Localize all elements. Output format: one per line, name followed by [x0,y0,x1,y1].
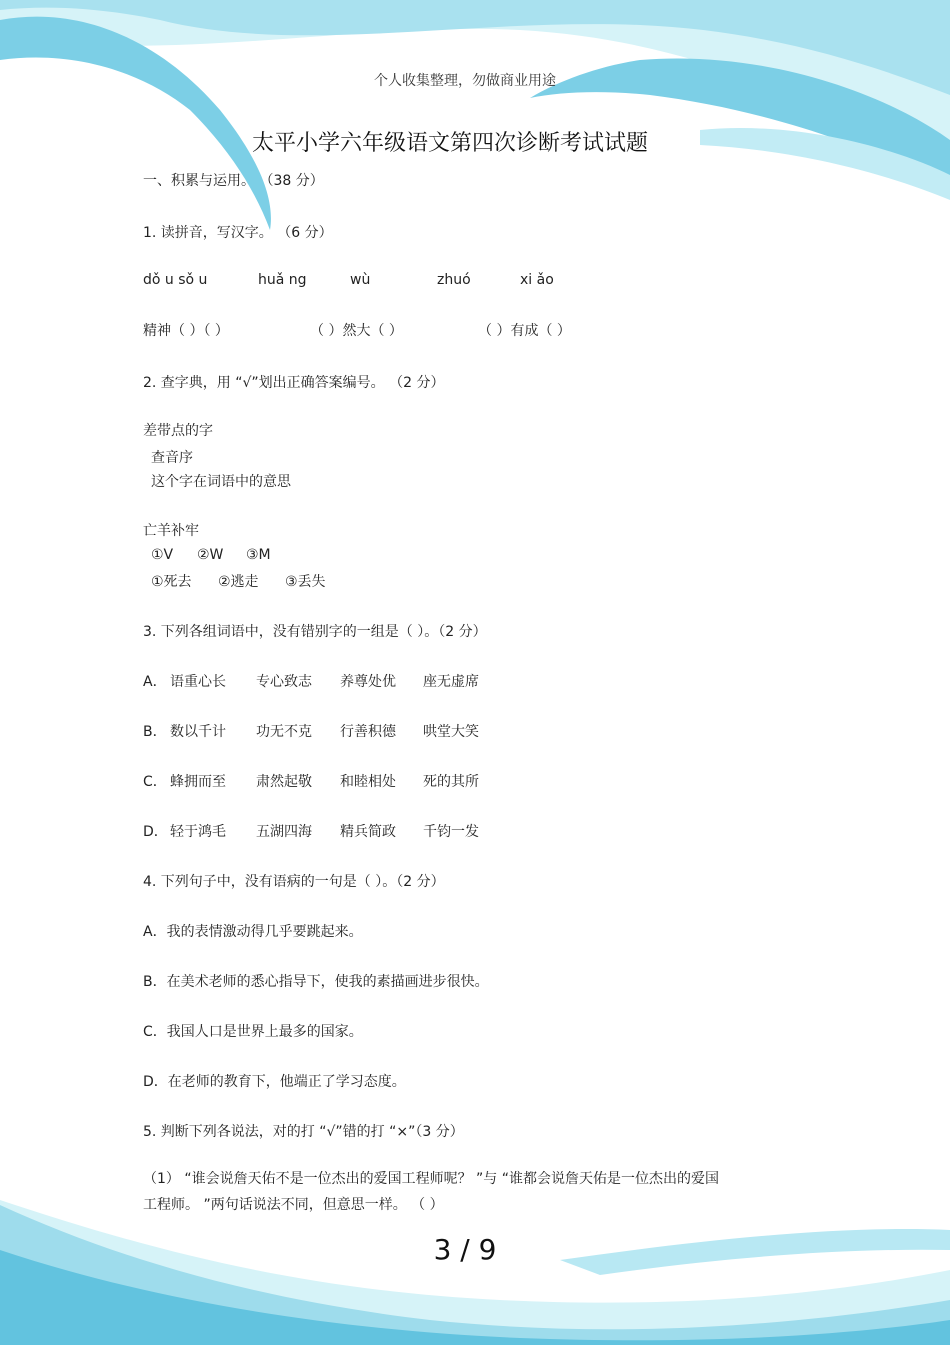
header-note: 个人收集整理，勿做商业用途 [374,73,556,89]
option-word: 肃然起敬 [256,774,312,790]
option-word: 功无不克 [256,724,312,740]
sentence-option: B．在美术老师的悉心指导下，使我的素描画进步很快。 [143,974,489,990]
sentence-option: C．我国人口是世界上最多的国家。 [143,1024,363,1040]
option-word: 蜂拥而至 [170,774,226,790]
option-word: 专心致志 [256,674,312,690]
pinyin-item: xi ǎo [520,272,554,288]
question-2-stem: 2. 查字典，用 “√”划出正确答案编号。 （2 分） [143,375,445,391]
judgement-item-continued: 工程师。 ”两句话说法不同，但意思一样。 （ ） [143,1197,444,1213]
question-4-stem: 4. 下列句子中，没有语病的一句是（ ）。（2 分） [143,874,445,890]
choice-option: ②W [197,547,224,563]
option-label: D． [143,824,168,840]
option-word: 语重心长 [170,674,226,690]
pinyin-item: dǒ u sǒ u [143,272,208,288]
option-word: 哄堂大笑 [423,724,479,740]
option-word: 行善积德 [340,724,396,740]
sentence-option: A．我的表情激动得几乎要跳起来。 [143,924,363,940]
option-word: 死的其所 [423,774,479,790]
pinyin-item: huǎ ng [258,272,307,288]
choice-option: ③丢失 [285,574,326,590]
option-label: C． [143,774,167,790]
choice-option: ①死去 [151,574,192,590]
sub-item-label: 差带点的字 [143,423,213,439]
option-word: 五湖四海 [256,824,312,840]
question-1-stem: 1. 读拼音，写汉字。 （6 分） [143,225,333,241]
question-3-stem: 3. 下列各组词语中，没有错别字的一组是（ ）。（2 分） [143,624,487,640]
option-word: 千钧一发 [423,824,479,840]
option-word: 轻于鸿毛 [170,824,226,840]
sub-item-option: 这个字在词语中的意思 [151,474,291,490]
pinyin-item: zhuó [437,272,471,288]
option-label: A． [143,674,167,690]
sub-item-option: 查音序 [151,450,193,466]
answer-blank: （ ）有成（ ） [478,323,571,339]
sentence-option: D．在老师的教育下，他端正了学习态度。 [143,1074,406,1090]
sub-item-label: 亡羊补牢 [143,523,199,539]
page-number: 3 / 9 [433,1233,497,1266]
exam-title: 太平小学六年级语文第四次诊断考试试题 [251,131,648,156]
option-word: 数以千计 [170,724,226,740]
pinyin-item: wù [350,272,371,288]
option-word: 精兵简政 [340,824,396,840]
option-word: 座无虚席 [423,674,479,690]
section-heading: 一、积累与运用。 （38 分） [143,173,324,189]
judgement-item: （1） “谁会说詹天佑不是一位杰出的爱国工程师呢？ ”与 “谁都会说詹天佑是一位杰出的爱国 [143,1171,720,1187]
question-5-stem: 5. 判断下列各说法，对的打 “√”错的打 “×”（3 分） [143,1124,464,1140]
choice-option: ②逃走 [218,574,259,590]
option-word: 养尊处优 [340,674,396,690]
answer-blank: （ ）然大（ ） [310,323,403,339]
option-word: 和睦相处 [340,774,396,790]
option-label: B． [143,724,167,740]
answer-blank: 精神（ ）（ ） [143,323,229,339]
choice-option: ③M [246,547,271,563]
choice-option: ①V [151,547,174,563]
